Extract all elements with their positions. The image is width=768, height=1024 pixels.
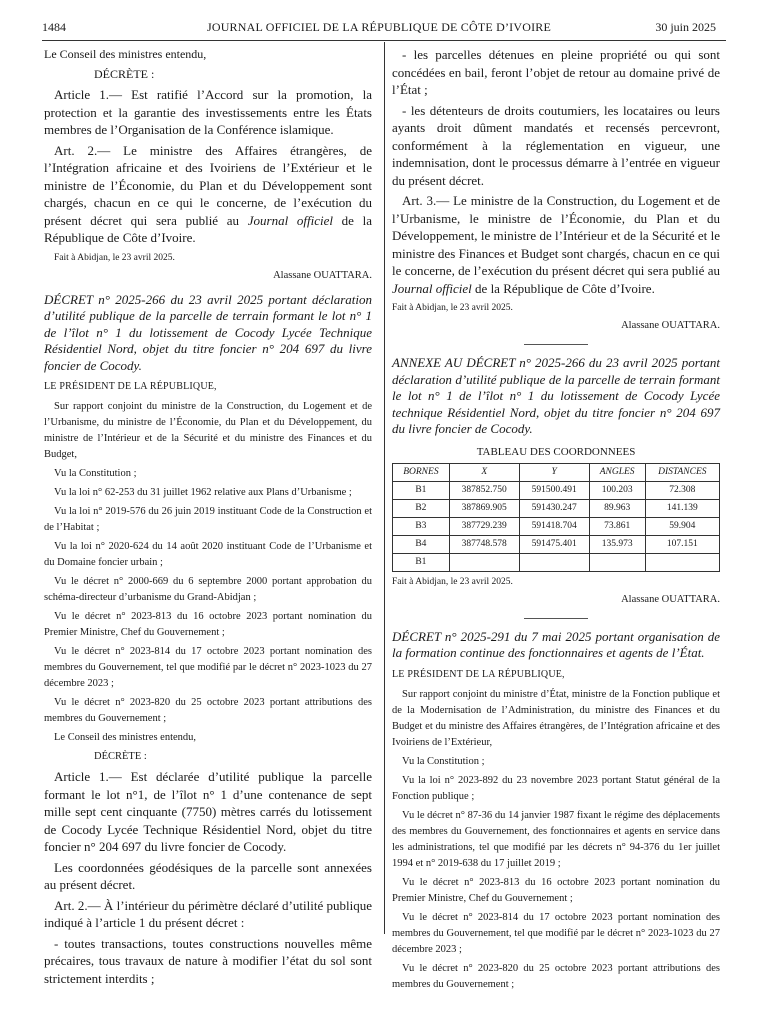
- column-header: X: [449, 463, 519, 481]
- table-cell: 73.861: [589, 517, 645, 535]
- column-header: BORNES: [393, 463, 450, 481]
- issue-date: 30 juin 2025: [655, 20, 716, 34]
- column-header: DISTANCES: [645, 463, 719, 481]
- column-divider: [384, 42, 385, 934]
- page-header: [42, 20, 716, 40]
- table-cell: 141.139: [645, 499, 719, 517]
- article-2-previous: [44, 142, 372, 247]
- article-2: Art. 2.— À l’intérieur du périmètre déclaré d’utilité publique indiqué à l’article 1 du présent décret :: [44, 897, 372, 930]
- paragraph: Le Conseil des ministres entendu,: [44, 47, 207, 61]
- signed-date: Fait à Abidjan, le 23 avril 2025.: [392, 576, 513, 587]
- header-rule: [42, 40, 726, 41]
- table-cell: 591430.247: [519, 499, 589, 517]
- vu-item: Vu le décret n° 2000-669 du 6 septembre 2000 portant approbation du schéma-directeur d’urbanisme du Grand-Abidjan ;: [44, 576, 372, 603]
- table-row: [393, 553, 720, 571]
- table-cell: B4: [393, 535, 450, 553]
- left-column: [44, 46, 372, 990]
- decrete-heading: DÉCRÈTE :: [94, 67, 155, 81]
- vu-item: Vu la loi n° 62-253 du 31 juillet 1962 relative aux Plans d’Urbanisme ;: [54, 487, 352, 498]
- right-column: [392, 46, 720, 996]
- table-cell: 72.308: [645, 481, 719, 499]
- table-header-row: [393, 463, 720, 481]
- page-number: 1484: [42, 20, 66, 34]
- vu-item: Vu le décret n° 2023-814 du 17 octobre 2023 portant nomination des membres du Gouvernement, tel que modifié par le décret n° 2023-1023 du 27 décembre 2023 ;: [44, 646, 372, 689]
- table-cell: B3: [393, 517, 450, 535]
- vu-item: Vu la loi n° 2020-624 du 14 août 2020 instituant Code de l’Urbanisme et du Domaine foncier urbain ;: [44, 541, 372, 568]
- annex-title: ANNEXE AU DÉCRET n° 2025-266 du 23 avril 2025 portant déclaration d’utilité publique de la parcelle de terrain formant le lot n° 1 de l’îlot n° 1 du lotissement de Cocody Lycée technique Résidentiel Nord, objet du titre foncier n° 204 697 du livre foncier de Cocody.: [392, 355, 720, 436]
- text: Art. 3.— Le ministre de la Construction, du Logement et de l’Urbanisme, le ministre de l’Économie, du Plan et du Développement, le ministre de l’Intérieur et de la Sécurité et le ministre des Finances et Budget sont chargés, chacun en ce qui le concerne, de l’exécution du présent décret qui sera publié au: [392, 193, 720, 278]
- vu-item: Vu la loi n° 2023-892 du 23 novembre 2023 portant Statut général de la Fonction publique ;: [392, 774, 720, 802]
- text: de la République de Côte d’Ivoire.: [471, 280, 655, 296]
- journal-title: JOURNAL OFFICIEL DE LA RÉPUBLIQUE DE CÔTE D’IVOIRE: [206, 20, 552, 34]
- table-cell: 89.963: [589, 499, 645, 517]
- president-heading: LE PRÉSIDENT DE LA RÉPUBLIQUE,: [392, 668, 565, 680]
- column-header: Y: [519, 463, 589, 481]
- decree-266-title: DÉCRET n° 2025-266 du 23 avril 2025 portant déclaration d’utilité publique de la parcelle de terrain formant le lot n° 1 de l’îlot n° 1 du lotissement de Cocody Lycée Technique Résidentiel Nord, objet du titre foncier n° 204 697 du livre foncier de Cocody.: [44, 291, 372, 373]
- journal-officiel-ref: Journal officiel: [247, 212, 333, 228]
- table-cell: 59.904: [645, 517, 719, 535]
- table-cell: [449, 553, 519, 571]
- signed-date: Fait à Abidjan, le 23 avril 2025.: [54, 252, 175, 263]
- vu-item: Vu le décret n° 2023-820 du 25 octobre 2023 portant attributions des membres du Gouvernement ;: [44, 697, 372, 724]
- signatory: Alassane OUATTARA.: [621, 320, 720, 331]
- table-cell: B2: [393, 499, 450, 517]
- vu-item: Vu le décret n° 2023-820 du 25 octobre 2023 portant attributions des membres du Gouvernement ;: [392, 962, 720, 990]
- table-row: [393, 499, 720, 517]
- table-cell: 107.151: [645, 535, 719, 553]
- decrete-heading: DÉCRÈTE :: [94, 751, 147, 762]
- column-header: ANGLES: [589, 463, 645, 481]
- article-2-item: - les détenteurs de droits coutumiers, les locataires ou leurs ayants droit dûment mandatés et recensés percevront, conformément à la réglementation en vigueur, une indemnisation, dont le processus démarre à l’entrée en vigueur du présent décret.: [392, 102, 720, 188]
- table-caption: TABLEAU DES COORDONNEES: [476, 445, 636, 458]
- table-cell: B1: [393, 481, 450, 499]
- table-cell: 387748.578: [449, 535, 519, 553]
- signatory: Alassane OUATTARA.: [621, 593, 720, 605]
- signatory: Alassane OUATTARA.: [273, 269, 372, 281]
- text: de la République de Côte d’Ivoire.: [44, 212, 372, 245]
- signed-date: Fait à Abidjan, le 23 avril 2025.: [392, 303, 513, 313]
- vu-item: Vu le décret n° 87-36 du 14 janvier 1987 fixant le régime des déplacements des membres du Gouvernement, des fonctionnaires et agents en service dans les administrations, tel que modifié par les décrets n° 94-376 du 1er juillet 1994 et n° 2019-638 du 17 juillet 2019 ;: [392, 809, 720, 869]
- table-cell: B1: [393, 553, 450, 571]
- rapport-paragraph: Sur rapport conjoint du ministre d’État, ministre de la Fonction publique et de la Modernisation de l’Administration, du ministre des Finances et du Budget et du ministre des Affaires étrangères, de l’Intégration africaine et des Ivoiriens de l’Extérieur,: [392, 688, 720, 748]
- table-cell: 591418.704: [519, 517, 589, 535]
- vu-item: Vu le décret n° 2023-814 du 17 octobre 2023 portant nomination des membres du Gouvernement, tel que modifié par le décret n° 2023-1023 du 27 décembre 2023 ;: [392, 911, 720, 955]
- coordinates-note: Les coordonnées géodésiques de la parcelle sont annexées au présent décret.: [44, 859, 372, 892]
- president-heading: LE PRÉSIDENT DE LA RÉPUBLIQUE,: [44, 381, 217, 392]
- table-cell: [645, 553, 719, 571]
- vu-item: Vu la loi n° 2019-576 du 26 juin 2019 instituant Code de la Construction et de l’Habitat ;: [44, 506, 372, 533]
- section-separator: [524, 618, 588, 619]
- article-3: [392, 192, 720, 297]
- article-1-previous: Article 1.— Est ratifié l’Accord sur la promotion, la protection et la garantie des investissements entre les États membres de l’Organisation de la Conférence islamique.: [44, 87, 372, 137]
- table-cell: 591475.401: [519, 535, 589, 553]
- table-row: [393, 535, 720, 553]
- table-cell: [519, 553, 589, 571]
- table-cell: 387869.905: [449, 499, 519, 517]
- article-2-item: - les parcelles détenues en pleine propriété ou qui sont concédées en bail, feront l’objet de retour au domaine privé de l’État ;: [392, 47, 720, 97]
- table-cell: 591500.491: [519, 481, 589, 499]
- coordinates-table: [392, 463, 720, 572]
- table-row: [393, 481, 720, 499]
- article-2-item: - toutes transactions, toutes constructions nouvelles même précaires, tous travaux de nature à modifier l’état du sol sont strictement interdits ;: [44, 935, 372, 986]
- table-cell: 100.203: [589, 481, 645, 499]
- journal-officiel-ref: Journal officiel: [392, 280, 472, 296]
- rapport-paragraph: Sur rapport conjoint du ministre de la Construction, du Logement et de l’Urbanisme, du ministre de l’Économie, du Plan et du Développement, du ministre de l’Intérieur et de la Sécurité et du ministre des Finances et du Budget,: [44, 401, 372, 460]
- vu-item: Vu la Constitution ;: [402, 755, 485, 767]
- paragraph: Le Conseil des ministres entendu,: [54, 732, 197, 743]
- table-cell: 387729.239: [449, 517, 519, 535]
- article-1: Article 1.— Est déclarée d’utilité publique la parcelle formant le lot n°1, de l’îlot n° 1 d’une contenance de sept mille sept cent cinquante (7750) mètres carrés du lotissement de Cocody Lycée Technique Résidentiel Nord, objet du titre foncier n° 204 697 du livre foncier de Cocody.: [44, 769, 372, 854]
- section-separator: [524, 344, 588, 345]
- vu-item: Vu le décret n° 2023-813 du 16 octobre 2023 portant nomination du Premier Ministre, Chef du Gouvernement ;: [44, 611, 372, 638]
- vu-item: Vu le décret n° 2023-813 du 16 octobre 2023 portant nomination du Premier Ministre, Chef du Gouvernement ;: [392, 876, 720, 904]
- table-cell: [589, 553, 645, 571]
- text: Art. 2.— Le ministre des Affaires étrangères, de l’Intégration africaine et des Ivoiriens de l’Extérieur et le ministre de l’Économie, du Plan et du Développement sont chargés, chacun en ce qui le concerne, de l’exécution du présent décret qui sera publié au: [44, 142, 372, 228]
- decree-291-title: DÉCRET n° 2025-291 du 7 mai 2025 portant organisation de la formation continue des fonctionnaires et agents de l’État.: [392, 628, 720, 660]
- table-cell: 387852.750: [449, 481, 519, 499]
- vu-item: Vu la Constitution ;: [54, 468, 137, 479]
- table-cell: 135.973: [589, 535, 645, 553]
- table-row: [393, 517, 720, 535]
